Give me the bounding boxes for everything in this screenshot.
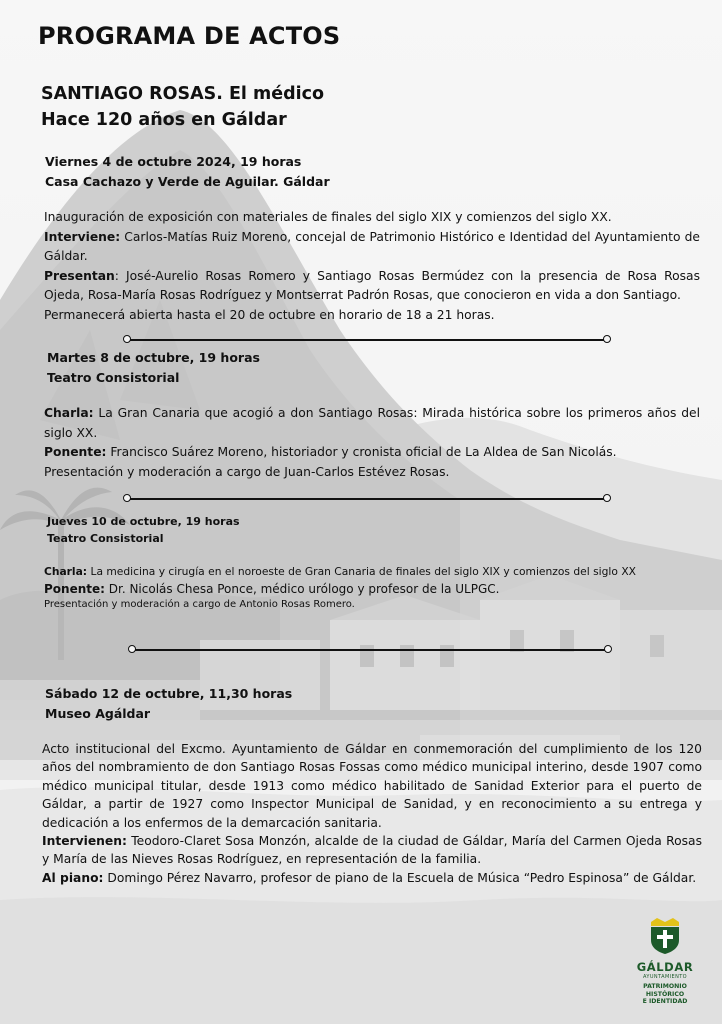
separator-line (128, 339, 608, 341)
separator-dot (123, 335, 131, 343)
event-1-paragraph: Presentan: José-Aurelio Rosas Romero y Santiago Rosas Bermúdez con la presencia de Rosa Rosas Ojeda, Rosa-María Rosas Rodríguez y Montserrat Padrón Rosas, que conocieron en vida a don Santiago. (44, 268, 700, 302)
separator-dot (123, 494, 131, 502)
event-4-place: Museo Agáldar (45, 706, 151, 721)
event-4-date: Sábado 12 de octubre, 11,30 horas (45, 686, 293, 701)
page-title: PROGRAMA DE ACTOS (38, 22, 341, 50)
shield-icon (645, 918, 685, 954)
logo-caption: AYUNTAMIENTO (642, 974, 688, 980)
event-3-paragraph: Ponente: Dr. Nicolás Chesa Ponce, médico urólogo y profesor de la ULPGC. (44, 581, 500, 596)
event-1-date: Viernes 4 de octubre 2024, 19 horas (45, 154, 302, 169)
event-1-paragraph: Permanecerá abierta hasta el 20 de octubre en horario de 18 a 21 horas. (44, 307, 495, 322)
event-2-place: Teatro Consistorial (47, 370, 180, 385)
event-1-paragraph: Interviene: Carlos-Matías Ruiz Moreno, concejal de Patrimonio Histórico e Identidad del Ayuntamiento de Gáldar. (44, 229, 700, 263)
event-3-place: Teatro Consistorial (47, 532, 164, 545)
event-1-paragraph: Inauguración de exposición con materiales de finales del siglo XIX y comienzos del siglo XX. (44, 210, 612, 224)
event-1-place: Casa Cachazo y Verde de Aguilar. Gáldar (45, 174, 330, 189)
subtitle-line-2: Hace 120 años en Gáldar (41, 110, 287, 130)
event-3-description (44, 564, 700, 614)
event-4-paragraph: Al piano: Domingo Pérez Navarro, profesor de piano de la Escuela de Música “Pedro Espinosa” de Gáldar. (42, 870, 697, 885)
event-2-date: Martes 8 de octubre, 19 horas (47, 350, 260, 365)
separator-dot (604, 645, 612, 653)
event-1-description (44, 208, 700, 325)
separator-dot (603, 335, 611, 343)
galdar-logo (620, 918, 710, 1006)
event-3-paragraph: Presentación y moderación a cargo de Antonio Rosas Romero. (44, 599, 355, 610)
subtitle-line-1: SANTIAGO ROSAS. El médico (41, 84, 325, 104)
separator-dot (603, 494, 611, 502)
logo-subtitle: PATRIMONIO HISTÓRICO E IDENTIDAD (642, 983, 688, 1005)
event-4-description (42, 740, 702, 887)
event-4-paragraph: Acto institucional del Excmo. Ayuntamiento de Gáldar en conmemoración del cumplimiento de los 120 años del nombramiento de don Santiago Rosas Fossas como médico municipal interino, desde 1907 como médico municipal titular, desde 1913 como médico habilitado de Sanidad Exterior para el puerto de Gáldar, a partir de 1927 como Inspector Municipal de Sanidad, y en reconocimiento a su entrega y dedicación a los enfermos de la demarcación sanitaria. (42, 742, 702, 830)
logo-name: GÁLDAR (636, 960, 694, 974)
separator-line (128, 498, 608, 500)
separator-dot (128, 645, 136, 653)
event-2-paragraph: Charla: La Gran Canaria que acogió a don Santiago Rosas: Mirada histórica sobre los primeros años del siglo XX. (44, 406, 700, 440)
event-4-paragraph: Intervienen: Teodoro-Claret Sosa Monzón, alcalde de la ciudad de Gáldar, María del Carmen Ojeda Rosas y María de las Nieves Rosas Rodríguez, en representación de la familia. (42, 834, 702, 867)
event-3-paragraph: Charla: La medicina y cirugía en el noroeste de Gran Canaria de finales del siglo XIX y comienzos del siglo XX (44, 565, 636, 578)
event-3-date: Jueves 10 de octubre, 19 horas (47, 515, 240, 528)
event-2-paragraph: Ponente: Francisco Suárez Moreno, historiador y cronista oficial de La Aldea de San Nicolás. (44, 445, 617, 459)
separator-line (133, 649, 609, 651)
event-2-description (44, 404, 700, 482)
event-2-paragraph: Presentación y moderación a cargo de Juan-Carlos Estévez Rosas. (44, 464, 450, 479)
